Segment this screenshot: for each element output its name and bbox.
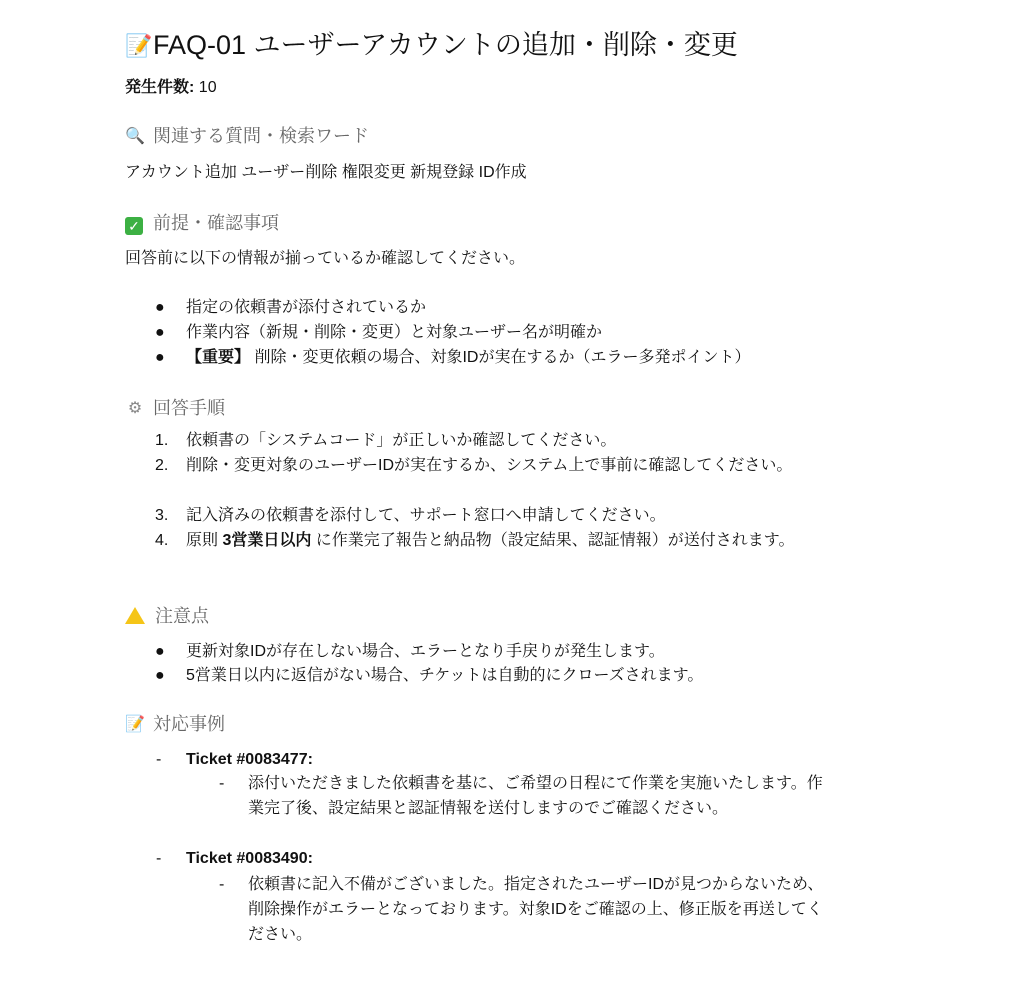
prereq-heading bbox=[125, 210, 279, 236]
step-text bbox=[186, 428, 874, 453]
ticket-id: Ticket #0083477: bbox=[186, 751, 313, 768]
item-bold: 【重要】 bbox=[186, 349, 251, 366]
item-text: 更新対象IDが存在しない場合、エラーとなり手戻りが発生します。 bbox=[186, 643, 665, 660]
prereq-intro: 回答前に以下の情報が揃っているか確認してください。 bbox=[125, 250, 526, 267]
item-body: 削除・変更依頼の場合、対象IDが実在するか（エラー多発ポイント） bbox=[250, 349, 751, 366]
step-number: 3. bbox=[155, 507, 169, 524]
item-text bbox=[186, 345, 750, 370]
item-body: 作業内容（新規・削除・変更）と対象ユーザー名が明確か bbox=[186, 324, 603, 341]
item-text bbox=[186, 320, 602, 345]
heading-text: 対応事例 bbox=[153, 714, 225, 734]
step-body: 削除・変更対象のユーザーIDが実在するか、システム上で事前に確認してください。 bbox=[186, 457, 793, 474]
bullet-icon: ● bbox=[155, 324, 165, 341]
magnifier-icon: 🔍 bbox=[125, 128, 145, 145]
dash-icon: - bbox=[219, 876, 225, 893]
ticket-id: Ticket #0083490: bbox=[186, 850, 313, 867]
step-bold: 3営業日以内 bbox=[222, 532, 312, 549]
bullet-icon: ● bbox=[155, 299, 165, 316]
title-text: FAQ-01 ユーザーアカウントの追加・削除・変更 bbox=[153, 30, 738, 60]
reply-text: 添付いただきました依頼書を基に、ご希望の日程にて作業を実施いたします。作業完了後、設定結果と認証情報を送付しますのでご確認ください。 bbox=[248, 775, 823, 817]
warning-icon bbox=[125, 607, 145, 624]
occurrence-count bbox=[125, 75, 217, 100]
step-body: 記入済みの依頼書を添付して、サポート窓口へ申請してください。 bbox=[186, 507, 666, 524]
item-text: 5営業日以内に返信がない場合、チケットは自動的にクローズされます。 bbox=[186, 667, 704, 684]
step-number: 4. bbox=[155, 532, 169, 549]
step-body: 依頼書の「システムコード」が正しいか確認してください。 bbox=[186, 432, 617, 449]
cautions-heading bbox=[125, 603, 209, 629]
memo-icon: 📝 bbox=[125, 716, 145, 733]
keywords-heading bbox=[125, 123, 369, 150]
gear-icon: ⚙ bbox=[127, 400, 143, 417]
heading-text: 回答手順 bbox=[153, 398, 225, 418]
item-body: 指定の依頼書が添付されているか bbox=[186, 299, 427, 316]
heading-text: 注意点 bbox=[155, 606, 209, 626]
count-value: 10 bbox=[198, 79, 217, 96]
keywords-text: アカウント追加 ユーザー削除 権限変更 新規登録 ID作成 bbox=[125, 164, 527, 181]
reply-text: 依頼書に記入不備がございました。指定されたユーザーIDが見つからないため、削除操作がエラーとなっております。対象IDをご確認の上、修正版を再送してください。 bbox=[248, 876, 824, 943]
step-text bbox=[186, 453, 874, 478]
check-icon: ✓ bbox=[125, 217, 143, 235]
steps-heading bbox=[125, 395, 225, 422]
step-number: 1. bbox=[155, 432, 169, 449]
step-text bbox=[186, 503, 874, 528]
memo-icon: 📝 bbox=[125, 33, 153, 58]
dash-icon: - bbox=[156, 751, 162, 768]
heading-text: 関連する質問・検索ワード bbox=[153, 126, 369, 146]
count-label: 発生件数: bbox=[125, 79, 195, 96]
cases-heading bbox=[125, 711, 225, 738]
bullet-icon: ● bbox=[155, 349, 165, 366]
bullet-icon: ● bbox=[155, 667, 165, 684]
step-text bbox=[186, 528, 874, 553]
page-title bbox=[125, 26, 738, 65]
dash-icon: - bbox=[156, 850, 162, 867]
step-body-post: に作業完了報告と納品物（設定結果、認証情報）が送付されます。 bbox=[311, 532, 795, 549]
item-text bbox=[186, 295, 426, 320]
step-body: 原則 bbox=[186, 532, 223, 549]
step-number: 2. bbox=[155, 457, 169, 474]
bullet-icon: ● bbox=[155, 643, 165, 660]
dash-icon: - bbox=[219, 775, 225, 792]
heading-text: 前提・確認事項 bbox=[153, 213, 279, 233]
